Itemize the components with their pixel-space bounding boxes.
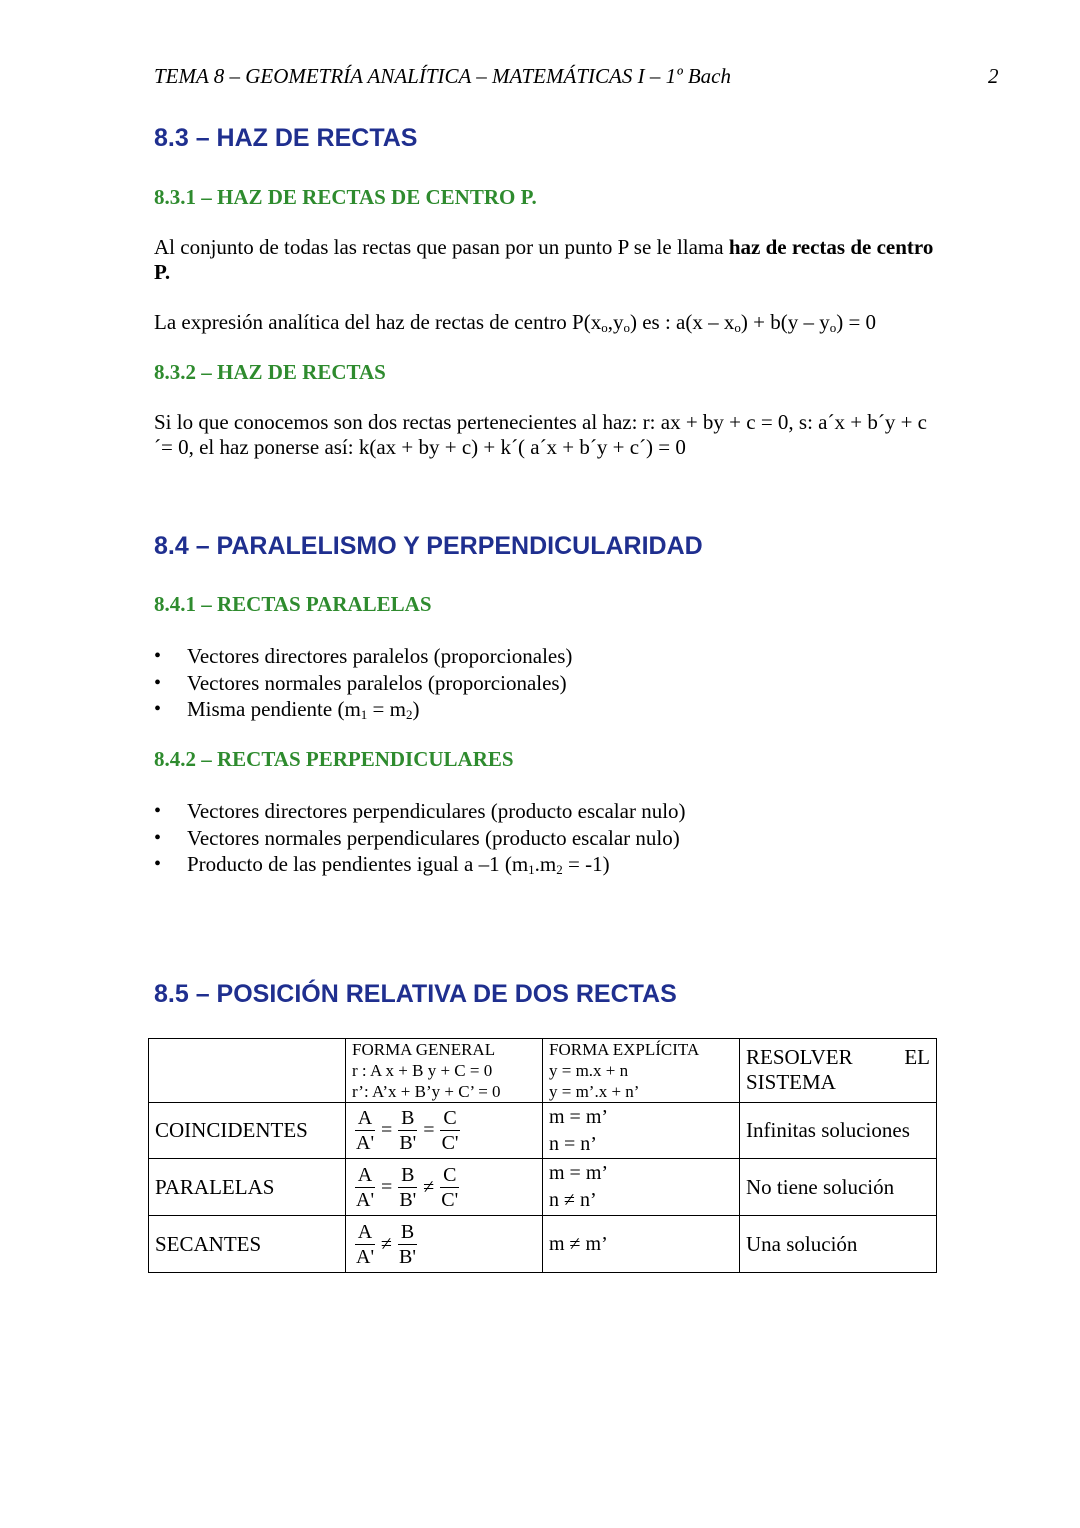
section-8-3-title: 8.3 – HAZ DE RECTAS bbox=[154, 124, 418, 152]
list-item: • Vectores directores paralelos (proporcionales) bbox=[154, 643, 572, 670]
subscript: 1 bbox=[360, 707, 368, 722]
fraction bbox=[353, 1221, 377, 1268]
relative-position-table bbox=[148, 1038, 937, 1273]
table-row bbox=[149, 1103, 937, 1159]
list-item bbox=[154, 696, 572, 723]
equation: r’: A’x + B’y + C’ = 0 bbox=[352, 1082, 501, 1101]
operator: = bbox=[381, 1175, 393, 1198]
text-span: ,y bbox=[607, 310, 624, 334]
fraction bbox=[396, 1221, 419, 1268]
header-label: SISTEMA bbox=[746, 1070, 836, 1094]
text-span: ) bbox=[412, 697, 420, 721]
subscript: 2 bbox=[556, 862, 563, 877]
page-number: 2 bbox=[988, 64, 999, 88]
text-span: Al conjunto de todas las rectas que pasan por un punto P se le llama bbox=[154, 235, 729, 259]
denominator: B' bbox=[399, 1132, 417, 1154]
operator: ≠ bbox=[381, 1232, 393, 1255]
numerator: A bbox=[355, 1164, 375, 1188]
header-label: FORMA EXPLÍCITA bbox=[549, 1040, 700, 1059]
text-span: Misma pendiente (m bbox=[187, 697, 361, 721]
operator: ≠ bbox=[423, 1175, 435, 1198]
denominator: A' bbox=[356, 1245, 375, 1268]
fraction bbox=[396, 1107, 419, 1154]
numerator: A bbox=[355, 1221, 375, 1245]
general-condition bbox=[346, 1159, 543, 1216]
table-corner-cell bbox=[149, 1039, 346, 1103]
section-8-3-2-title: 8.3.2 – HAZ DE RECTAS bbox=[154, 360, 386, 384]
denominator: A' bbox=[356, 1188, 375, 1211]
table-row bbox=[149, 1216, 937, 1273]
section-8-5-title: 8.5 – POSICIÓN RELATIVA DE DOS RECTAS bbox=[154, 980, 677, 1008]
subscript: o bbox=[601, 320, 608, 335]
text-span: = -1) bbox=[562, 852, 610, 876]
list-item bbox=[154, 851, 686, 878]
fraction bbox=[439, 1107, 462, 1154]
page-header: TEMA 8 – GEOMETRÍA ANALÍTICA – MATEMÁTICAS I – 1º Bach bbox=[154, 64, 731, 88]
condition-line: n = n’ bbox=[549, 1132, 597, 1155]
text-span: Producto de las pendientes igual a –1 (m bbox=[187, 852, 529, 876]
condition-line: n ≠ n’ bbox=[549, 1189, 597, 1211]
result-cell: No tiene solución bbox=[740, 1159, 937, 1216]
row-label: SECANTES bbox=[149, 1216, 346, 1273]
header-label: FORMA GENERAL bbox=[352, 1040, 496, 1059]
numerator: A bbox=[355, 1107, 375, 1131]
denominator: C' bbox=[441, 1188, 459, 1211]
subscript: 2 bbox=[405, 707, 413, 722]
section-8-4-title: 8.4 – PARALELISMO Y PERPENDICULARIDAD bbox=[154, 532, 703, 560]
explicit-form-header bbox=[543, 1039, 740, 1103]
paragraph-haz-centro-definition bbox=[154, 235, 944, 285]
subscript: o bbox=[623, 320, 630, 335]
numerator: B bbox=[398, 1164, 417, 1188]
general-condition bbox=[346, 1103, 543, 1159]
general-condition bbox=[346, 1216, 543, 1273]
row-label: PARALELAS bbox=[149, 1159, 346, 1216]
paragraph-haz-rectas: Si lo que conocemos son dos rectas pertenecientes al haz: r: ax + by + c = 0, s: a´x + b´y + c´= 0, el haz ponerse así: k(ax + by + c) + k´( a´x + b´y + c´) = 0 bbox=[154, 410, 927, 459]
equation: y = m.x + n bbox=[549, 1061, 629, 1080]
list-item: • Vectores normales perpendiculares (producto escalar nulo) bbox=[154, 825, 686, 852]
denominator: A' bbox=[356, 1132, 375, 1154]
result-cell: Infinitas soluciones bbox=[740, 1103, 937, 1159]
text-span: = m bbox=[367, 697, 406, 721]
header-label bbox=[746, 1045, 930, 1070]
equation: y = m’.x + n’ bbox=[549, 1082, 640, 1101]
subscript: o bbox=[734, 320, 741, 335]
paragraph-haz-centro-expression bbox=[154, 310, 944, 335]
section-8-4-1-title: 8.4.1 – RECTAS PARALELAS bbox=[154, 592, 432, 616]
fraction bbox=[438, 1164, 461, 1211]
denominator: C' bbox=[441, 1132, 459, 1154]
result-cell: Una solución bbox=[740, 1216, 937, 1273]
table-header-row bbox=[149, 1039, 937, 1103]
subscript: 1 bbox=[528, 862, 535, 877]
text-span: ) es : a(x – x bbox=[629, 310, 735, 334]
text-span: ) = 0 bbox=[836, 310, 877, 334]
table-row bbox=[149, 1159, 937, 1216]
operator: = bbox=[423, 1119, 435, 1141]
row-label: COINCIDENTES bbox=[149, 1103, 346, 1159]
numerator: C bbox=[440, 1164, 459, 1188]
general-form-header bbox=[346, 1039, 543, 1103]
explicit-condition: m ≠ m’ bbox=[543, 1216, 740, 1273]
perpendicular-lines-list bbox=[154, 798, 686, 878]
condition-line: m = m’ bbox=[549, 1105, 609, 1128]
subscript: o bbox=[829, 320, 837, 335]
parallel-lines-list bbox=[154, 643, 572, 723]
fraction bbox=[353, 1107, 377, 1154]
section-8-4-2-title: 8.4.2 – RECTAS PERPENDICULARES bbox=[154, 747, 514, 771]
text-span: ) + b(y – y bbox=[740, 310, 830, 334]
explicit-condition bbox=[543, 1103, 740, 1159]
bold-term: haz de rectas de centro P. bbox=[154, 235, 934, 284]
fraction bbox=[353, 1164, 377, 1211]
list-item: • Vectores normales paralelos (proporcionales) bbox=[154, 670, 572, 697]
list-item: • Vectores directores perpendiculares (producto escalar nulo) bbox=[154, 798, 686, 825]
text-span: La expresión analítica del haz de rectas de centro P(x bbox=[154, 310, 602, 334]
text-span: .m bbox=[534, 852, 557, 876]
operator: = bbox=[381, 1119, 393, 1141]
denominator: B' bbox=[399, 1188, 417, 1211]
numerator: C bbox=[440, 1107, 459, 1131]
text-span: EL bbox=[904, 1045, 930, 1069]
fraction bbox=[396, 1164, 419, 1211]
numerator: B bbox=[398, 1221, 417, 1245]
numerator: B bbox=[398, 1107, 417, 1131]
section-8-3-1-title: 8.3.1 – HAZ DE RECTAS DE CENTRO P. bbox=[154, 185, 537, 209]
denominator: B' bbox=[399, 1245, 416, 1268]
condition-line: m = m’ bbox=[549, 1162, 609, 1184]
equation: r : A x + B y + C = 0 bbox=[352, 1061, 493, 1080]
resolver-header bbox=[740, 1039, 937, 1103]
explicit-condition bbox=[543, 1159, 740, 1216]
text-span: RESOLVER bbox=[746, 1045, 853, 1069]
